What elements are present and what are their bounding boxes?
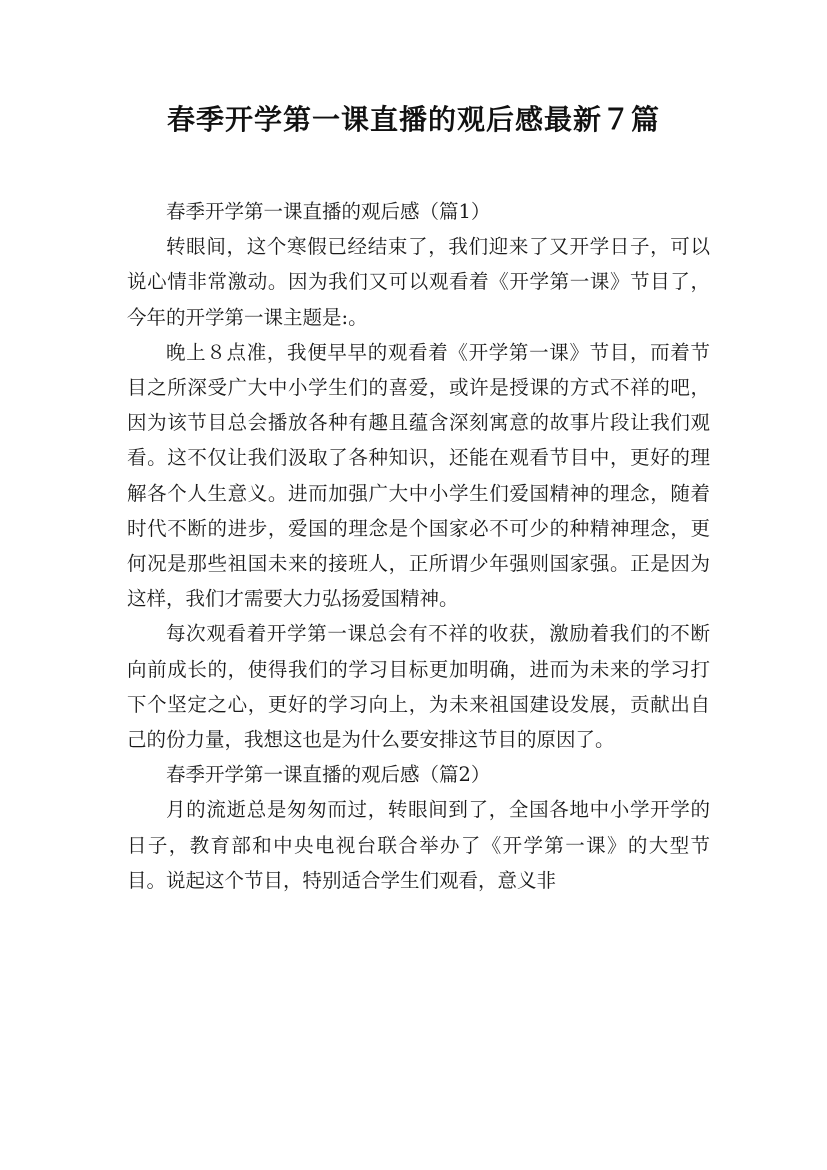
section-heading-2: 春季开学第一课直播的观后感（篇2） <box>166 763 491 787</box>
document-body <box>127 194 710 898</box>
paragraph: 转眼间，这个寒假已经结束了，我们迎来了又开学日子，可以说心情非常激动。因为我们又可以观看着《开学第一课》节目了，今年的开学第一课主题是:。 <box>127 235 710 329</box>
document-title: 春季开学第一课直播的观后感最新７篇 <box>166 103 660 136</box>
paragraph: 晚上８点准，我便早早的观看着《开学第一课》节目，而着节目之所深受广大中小学生们的喜爱，或许是授课的方式不祥的吧，因为该节目总会播放各种有趣且蕴含深刻寓意的故事片段让我们观看。这不仅让我们汲取了各种知识，还能在观看节目中，更好的理解各个人生意义。进而加强广大中小学生们爱国精神的理念，随着时代不断的进步，爱国的理念是个国家必不可少的种精神理念，更何况是那些祖国未来的接班人，正所谓少年强则国家强。正是因为这样，我们才需要大力弘扬爱国精神。 <box>127 340 710 611</box>
paragraph: 月的流逝总是匆匆而过，转眼间到了，全国各地中小学开学的日子，教育部和中央电视台联合举办了《开学第一课》的大型节目。说起这个节目，特别适合学生们观看，意义非 <box>127 798 710 892</box>
paragraph: 每次观看着开学第一课总会有不祥的收获，激励着我们的不断向前成长的，使得我们的学习目标更加明确，进而为未来的学习打下个坚定之心，更好的学习向上，为未来祖国建设发展，贡献出自己的份力量，我想这也是为什么要安排这节目的原因了。 <box>127 622 710 752</box>
section-heading-1: 春季开学第一课直播的观后感（篇1） <box>166 200 491 223</box>
